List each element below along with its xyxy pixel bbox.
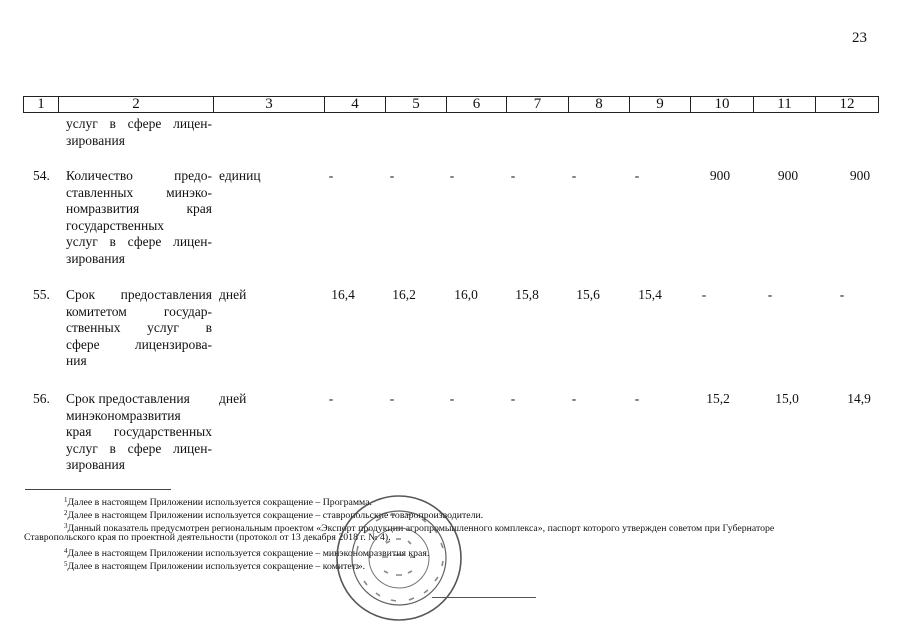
footnote-text: Далее в настоящем Приложении используется сокращение – комитет.». <box>67 561 366 572</box>
row-56-unit: дней <box>219 391 247 406</box>
row-54-value: - <box>571 168 577 183</box>
footnote-mark: 3 <box>64 522 68 530</box>
footnote-text: Далее в настоящем Приложении используется сокращение – ставропольские товаропроизводители. <box>67 510 484 521</box>
desc-line: комитетом государ- <box>66 303 212 319</box>
col-header-5: 5 <box>386 97 447 113</box>
row-54-value: - <box>389 168 395 183</box>
table-header <box>23 96 879 113</box>
row-55-value: 15,6 <box>576 287 600 302</box>
official-stamp <box>334 493 464 623</box>
col-header-6: 6 <box>447 97 507 113</box>
col-header-9: 9 <box>630 97 691 113</box>
desc-line: зирования <box>66 457 125 472</box>
row-54-value: - <box>328 168 334 183</box>
row-56-value: - <box>328 391 334 406</box>
col-header-12: 12 <box>816 97 879 113</box>
page-number: 23 <box>852 30 867 46</box>
row-54-value: - <box>634 168 640 183</box>
footnote-text: Далее в настоящем Приложении используется сокращение – Программа. <box>67 497 372 508</box>
row-54-value: 900 <box>709 168 731 183</box>
row-56-value: - <box>571 391 577 406</box>
row-55-value: - <box>767 287 773 302</box>
footnote-text: Далее в настоящем Приложении используется сокращение – минэкономразвития края. <box>67 548 430 559</box>
row-54-unit: единиц <box>219 168 261 183</box>
desc-line: ставленных минэко- <box>66 184 212 200</box>
desc-line: Срок предоставления <box>66 391 190 406</box>
desc-line: Количество предо- <box>66 168 212 183</box>
col-header-11: 11 <box>754 97 816 113</box>
footnote-separator <box>25 489 171 490</box>
row-54-value: - <box>510 168 516 183</box>
row-55-value: 15,8 <box>515 287 539 302</box>
row-55-number: 55. <box>33 287 50 302</box>
signature-line <box>432 597 536 598</box>
desc-line: государственных <box>66 217 165 233</box>
footnote-mark: 2 <box>64 509 68 517</box>
row-55-value: 16,4 <box>331 287 355 302</box>
row-56-value: - <box>449 391 455 406</box>
row-54-value: - <box>449 168 455 183</box>
desc-line: ственных услуг в <box>66 320 212 335</box>
row-56-value: 14,9 <box>847 391 871 406</box>
col-header-10: 10 <box>691 97 754 113</box>
desc-line: услуг в сфере лицен- <box>66 234 212 249</box>
desc-line: услуг в сфере лицен- <box>66 440 212 456</box>
footnote <box>64 558 365 574</box>
desc-line: сфере лицензирова- <box>66 336 212 352</box>
row-55-value: - <box>701 287 707 302</box>
footnote-text: Ставропольского края по проектной деятельности (протокол от 13 декабря 2018 г. № 4). <box>24 532 391 543</box>
row-55-value: 15,4 <box>638 287 662 302</box>
row-56-number: 56. <box>33 391 50 406</box>
col-header-3: 3 <box>214 97 325 113</box>
row-54-number: 54. <box>33 168 50 183</box>
col-header-1: 1 <box>24 97 59 113</box>
col-header-2: 2 <box>59 97 214 113</box>
desc-line: края государственных <box>66 424 212 439</box>
desc-line: Срок предоставления <box>66 287 212 302</box>
row-55-value: 16,0 <box>454 287 478 302</box>
row-56-value: - <box>510 391 516 406</box>
row-54-description <box>66 168 212 267</box>
row-55-value: - <box>839 287 845 302</box>
col-header-8: 8 <box>569 97 630 113</box>
footnote-mark: 1 <box>64 496 68 504</box>
row-56-value: 15,2 <box>706 391 730 406</box>
row-54-value: 900 <box>849 168 871 183</box>
footnote-text: Данный показатель предусмотрен региональным проектом «Экспорт продукции агропромышленного комплекса», паспорт которого утвержден советом при Губернаторе <box>67 523 775 534</box>
desc-line: услуг в сфере лицен- <box>66 116 212 131</box>
footnote-mark: 4 <box>64 547 68 555</box>
row-55-description <box>66 287 212 370</box>
desc-line: номразвития края <box>66 201 212 216</box>
row-cont-description <box>66 116 212 149</box>
row-56-value: 15,0 <box>775 391 799 406</box>
desc-line: зирования <box>66 132 125 148</box>
row-54-value: 900 <box>777 168 799 183</box>
desc-line: зирования <box>66 250 125 266</box>
row-56-description <box>66 391 212 474</box>
row-55-value: 16,2 <box>392 287 416 302</box>
row-56-value: - <box>389 391 395 406</box>
col-header-4: 4 <box>325 97 386 113</box>
desc-line: минэкономразвития <box>66 407 181 423</box>
row-55-unit: дней <box>219 287 247 302</box>
row-56-value: - <box>634 391 640 406</box>
footnote-mark: 5 <box>64 560 68 568</box>
col-header-7: 7 <box>507 97 569 113</box>
stamp-seal-icon <box>334 493 464 623</box>
desc-line: ния <box>66 353 87 368</box>
